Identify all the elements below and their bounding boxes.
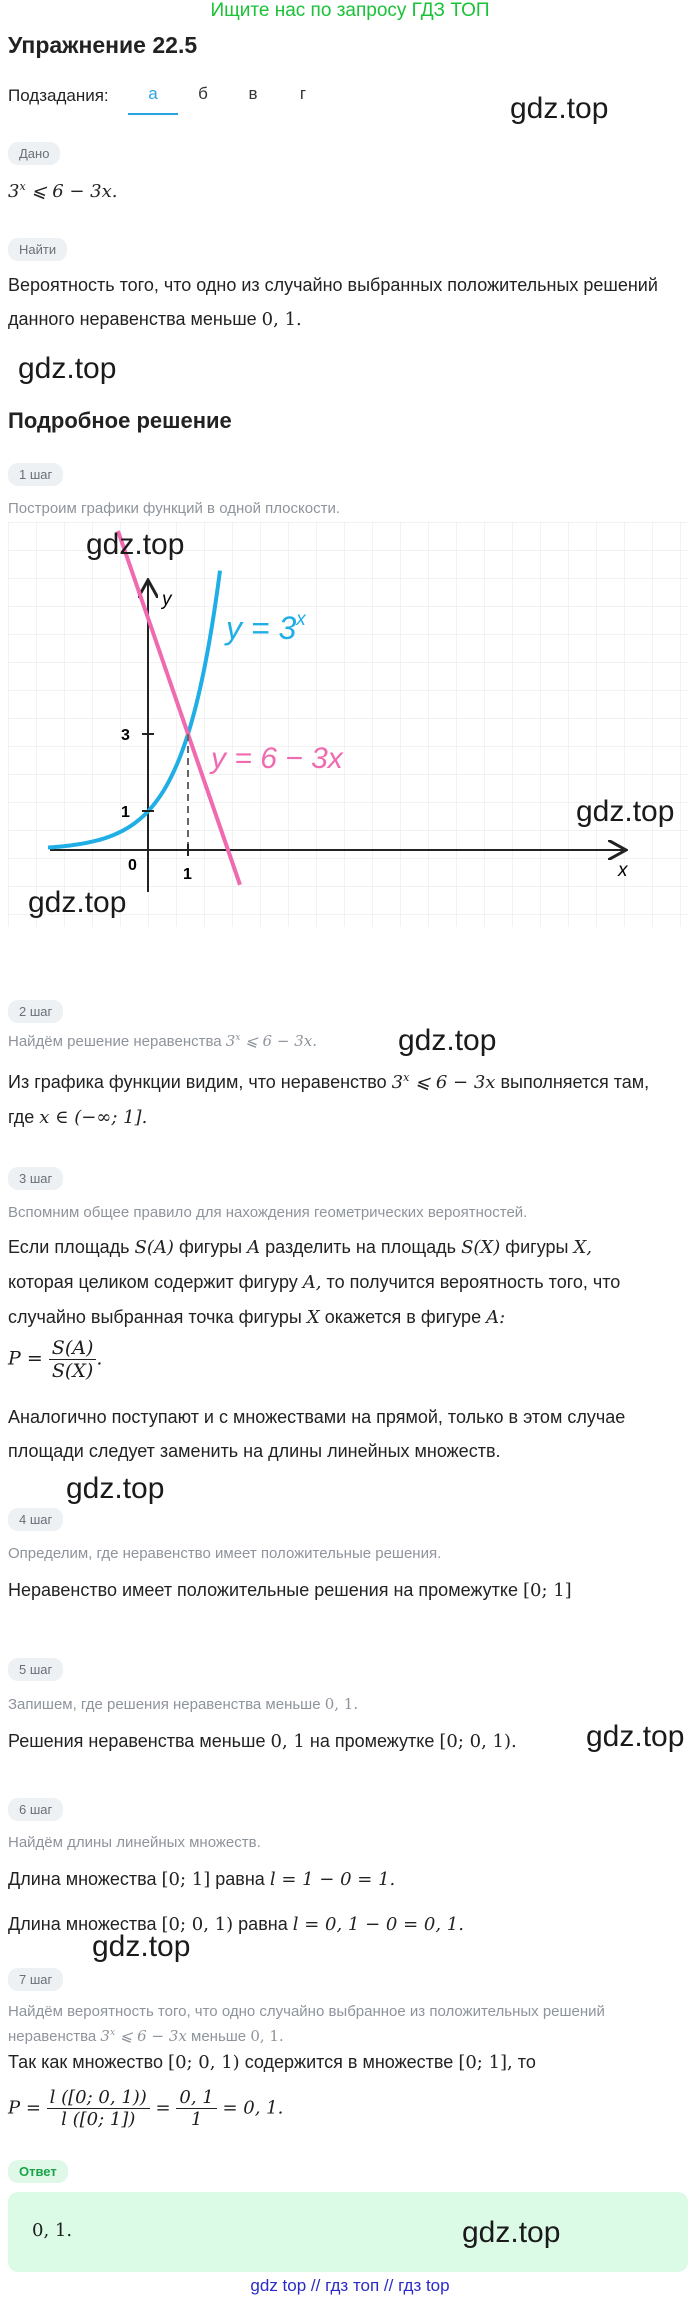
tick-x1-label: 1 [183, 866, 192, 883]
tick-y3-label: 3 [121, 727, 130, 744]
step-6-text: Длина множества [0; 1] равна l = 1 − 0 = 1. Длина множества [0; 0, 1) равна l = 0, 1 − 0 = 0, 1. [8, 1869, 464, 1936]
step-3-formula: P = $\frac{S(A)}{S(X)}$ . [8, 1337, 103, 1382]
subtasks-label: Подзадания: [8, 86, 109, 105]
watermark: gdz.top [66, 1472, 165, 1505]
step-1-badge: 1 шаг [8, 463, 63, 486]
watermark: gdz.top [398, 1024, 497, 1057]
step-6-hint: Найдём длины линейных множеств. [8, 1834, 261, 1851]
watermark: gdz.top [18, 352, 117, 385]
x-axis-label: x [618, 860, 628, 881]
answer-value: 0, 1. [32, 2220, 73, 2241]
step-1-hint: Построим графики функций в одной плоскости. [8, 500, 341, 517]
watermark: gdz.top [586, 1720, 685, 1753]
step-3-badge: 3 шаг [8, 1167, 63, 1190]
solution-title: Подробное решение [8, 408, 232, 433]
curve-lin-label: y = 6 − 3x [211, 742, 343, 775]
tab-subtask-g[interactable]: г [299, 84, 307, 103]
step-3-hint: Вспомним общее правило для нахождения геометрических вероятностей. [8, 1204, 528, 1221]
answer-badge: Ответ [8, 2160, 68, 2183]
find-badge: Найти [8, 238, 67, 261]
step-7-text: Так как множество [0; 0, 1) содержится в множестве [0; 1], то [8, 2052, 536, 2073]
step-5-hint: Запишем, где решения неравенства меньше 0, 1. [8, 1695, 359, 1713]
watermark: gdz.top [510, 92, 609, 125]
given-badge: Дано [8, 142, 60, 165]
step-4-text: Неравенство имеет положительные решения на промежутке [0; 1] [8, 1580, 572, 1601]
step-2-badge: 2 шаг [8, 1000, 63, 1023]
step-7-formula: P = $\frac{l ([0; 0, 1))}{l ([0; 1])}$ = $\frac{0, 1}{1}$ = 0, 1. [8, 2087, 284, 2130]
step-3-text-2: Аналогично поступают и с множествами на прямой, только в этом случае площади следует заменить на длины линейных множеств. [8, 1407, 626, 1462]
step-2-hint: Найдём решение неравенства 3$^x$ ⩽ 6 − 3x. [8, 1032, 317, 1050]
graph-grid [8, 522, 688, 927]
search-banner[interactable]: Ищите нас по запросу ГДЗ ТОП [210, 0, 490, 21]
watermark: gdz.top [462, 2216, 561, 2249]
watermark: gdz.top [86, 528, 185, 561]
page-title: Упражнение 22.5 [8, 32, 198, 58]
given-formula: 3$^x$ ⩽ 6 − 3x. [8, 180, 118, 202]
step-4-badge: 4 шаг [8, 1508, 63, 1531]
tab-subtask-b[interactable]: б [198, 84, 208, 103]
find-text: Вероятность того, что одно из случайно выбранных положительных решений данного неравенства меньше 0, 1. [8, 275, 658, 331]
step-7-badge: 7 шаг [8, 1968, 63, 1991]
step-7-hint: Найдём вероятность того, что одно случайно выбранное из положительных решений неравенства 3$^x$ ⩽ 6 − 3x меньше 0, 1. [8, 2003, 605, 2045]
footer-links[interactable]: gdz top // гдз топ // гдз top [250, 2276, 450, 2295]
curve-exp-label: $y = 3^x$ [226, 609, 306, 646]
tab-subtask-a[interactable]: а [128, 84, 178, 115]
tab-subtask-v[interactable]: в [248, 84, 258, 103]
answer-box [8, 2192, 688, 2272]
function-graph [8, 522, 688, 927]
step-3-text: Если площадь S(A) фигуры A разделить на площадь S(X) фигуры X, которая целиком содержит фигуру A, то получится вероятность того, что случайно выбранная точка фигуры X окажется в фигуре A: [8, 1237, 621, 1329]
watermark: gdz.top [576, 795, 675, 828]
origin-label: 0 [128, 857, 137, 874]
watermark: gdz.top [28, 886, 127, 919]
step-5-text: Решения неравенства меньше 0, 1 на промежутке [0; 0, 1). [8, 1731, 517, 1752]
step-4-hint: Определим, где неравенство имеет положительные решения. [8, 1545, 442, 1562]
step-2-text: Из графика функции видим, что неравенство 3$^x$ ⩽ 6 − 3x выполняется там, где x ∈ (−∞; 1]. [8, 1071, 650, 1129]
tick-y1-label: 1 [121, 804, 130, 821]
step-6-badge: 6 шаг [8, 1798, 63, 1821]
watermark: gdz.top [92, 1930, 191, 1963]
step-5-badge: 5 шаг [8, 1658, 63, 1681]
y-axis-label: y [162, 589, 172, 610]
